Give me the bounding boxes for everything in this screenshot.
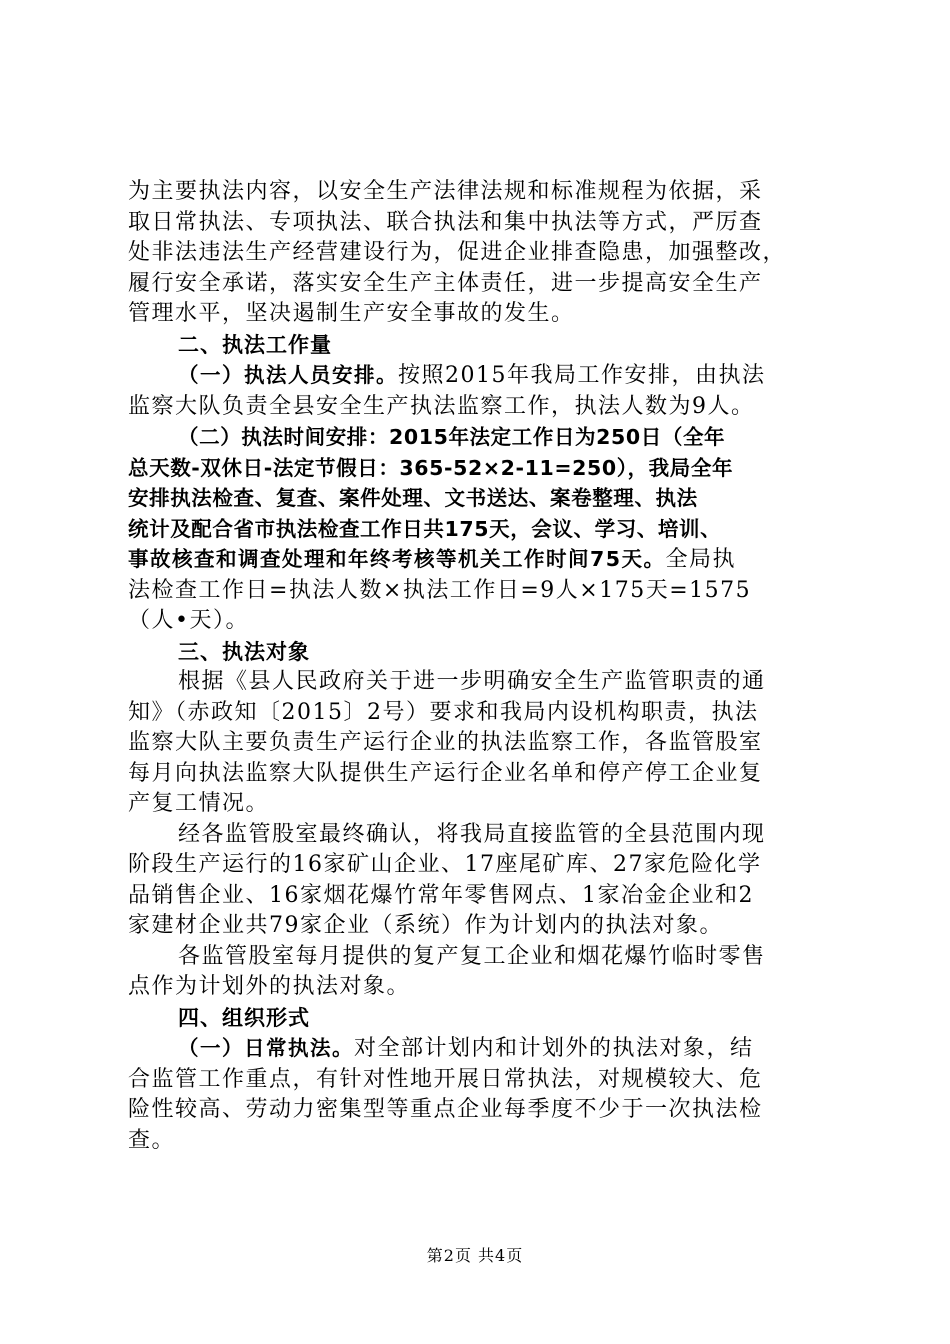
item-text: 按照2015年我局工作安排，由执法 xyxy=(398,363,766,388)
text-line: 每月向执法监察大队提供生产运行企业名单和停产停工企业复 xyxy=(128,760,763,786)
bold-line: 安排执法检查、复查、案件处理、文书送达、案卷整理、执法 xyxy=(128,486,698,510)
text-line: 经各监管股室最终确认，将我局直接监管的全县范围内现 xyxy=(178,821,766,847)
item-label: （一）执法人员安排。 xyxy=(178,363,398,387)
section-heading: 三、执法对象 xyxy=(178,639,310,664)
document-body xyxy=(128,177,828,1156)
text-line: （人•天）。 xyxy=(128,608,249,633)
text-line xyxy=(128,1033,828,1065)
item-label: （一）日常执法。 xyxy=(178,1036,354,1060)
section-heading: 二、执法工作量 xyxy=(178,332,332,357)
text-line: 点作为计划外的执法对象。 xyxy=(128,974,411,999)
text-line: 品销售企业、16家烟花爆竹常年零售网点、1家冶金企业和2 xyxy=(128,882,754,908)
normal-segment: 全局执 xyxy=(665,547,737,572)
section-heading: 四、组织形式 xyxy=(178,1005,310,1030)
text-line: 监察大队负责全县安全生产执法监察工作，执法人数为9人。 xyxy=(128,393,755,419)
text-line xyxy=(128,544,828,576)
text-line: 合监管工作重点，有针对性地开展日常执法，对规模较大、危 xyxy=(128,1066,763,1092)
text-line: 为主要执法内容，以安全生产法律法规和标准规程为依据，采 xyxy=(128,179,763,204)
text-line: 阶段生产运行的16家矿山企业、17座尾矿库、27家危险化学 xyxy=(128,852,762,877)
bold-line: 总天数-双休日-法定节假日：365-52×2-11=250），我局全年 xyxy=(128,455,734,480)
bold-line: 统计及配合省市执法检查工作日共175天，会议、学习、培训、 xyxy=(128,516,722,541)
text-line: 法检查工作日=执法人数×执法工作日=9人×175天=1575 xyxy=(128,577,752,603)
text-line: 查。 xyxy=(128,1127,176,1153)
text-line: 险性较高、劳动力密集型等重点企业每季度不少于一次执法检 xyxy=(128,1097,763,1122)
text-line: 家建材企业共79家企业（系统）作为计划内的执法对象。 xyxy=(128,913,723,938)
text-line: 监察大队主要负责生产运行企业的执法监察工作，各监管股室 xyxy=(128,730,763,755)
text-line: 处非法违法生产经营建设行为，促进企业排查隐患，加强整改， xyxy=(128,240,787,265)
bold-segment: 事故核查和调查处理和年终考核等机关工作时间75天。 xyxy=(128,547,666,571)
bold-line: （二）执法时间安排：2015年法定工作日为250日（全年 xyxy=(178,425,726,449)
text-line xyxy=(128,360,828,392)
text-line: 履行安全承诺，落实安全生产主体责任，进一步提高安全生产 xyxy=(128,270,763,296)
text-line: 取日常执法、专项执法、联合执法和集中执法等方式，严厉查 xyxy=(128,209,763,235)
text-line: 各监管股室每月提供的复产复工企业和烟花爆竹临时零售 xyxy=(178,943,766,969)
text-line: 产复工情况。 xyxy=(128,791,270,816)
text-line: 知》（赤政知〔2015〕2号）要求和我局内设机构职责，执法 xyxy=(128,699,759,725)
page-footer: 第2页 共4页 xyxy=(426,1246,524,1265)
text-line: 管理水平，坚决遏制生产安全事故的发生。 xyxy=(128,301,575,326)
item-text: 对全部计划内和计划外的执法对象，结 xyxy=(354,1036,754,1061)
text-line: 根据《县人民政府关于进一步明确安全生产监管职责的通 xyxy=(178,669,766,694)
